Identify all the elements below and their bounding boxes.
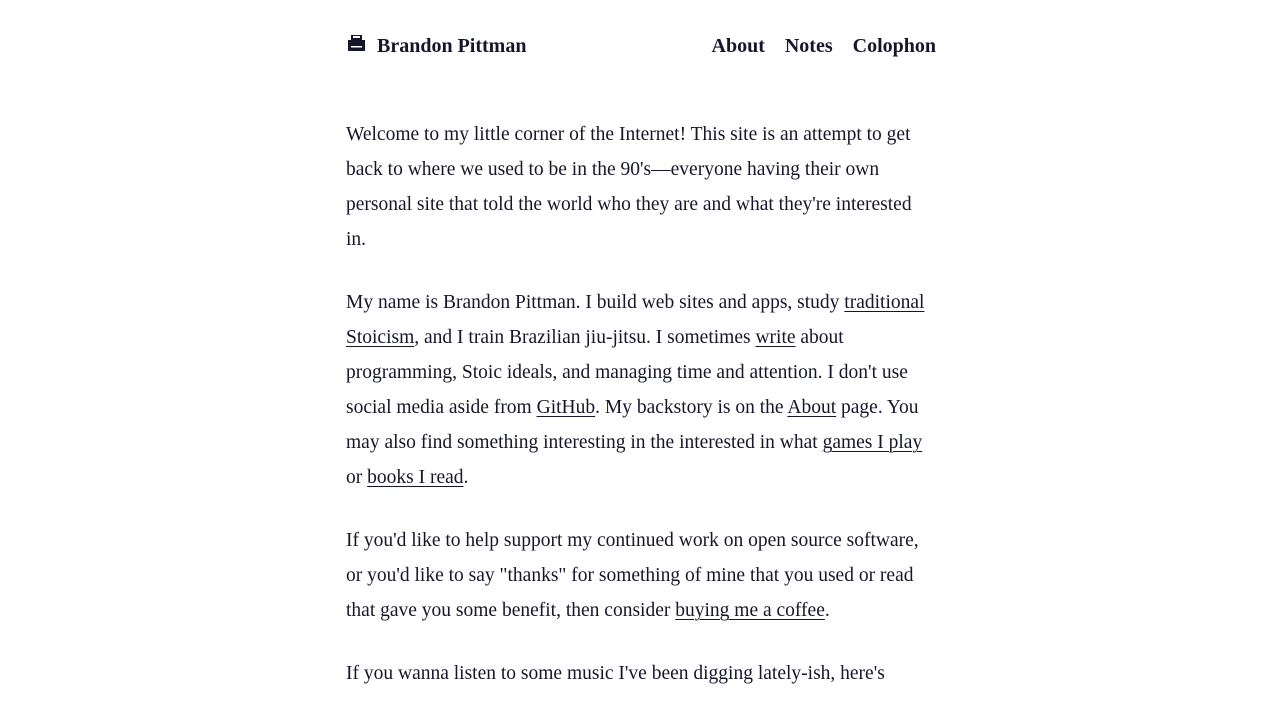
- page: [346, 0, 936, 719]
- paragraph-text: Welcome to my little corner of the Internet! This site is an attempt to get back to where we used to be in the 90's—everyone having their own personal site that told the world who they are and what they're interested in.: [346, 124, 912, 250]
- paragraph-text: . My backstory is on the: [595, 397, 788, 418]
- intro-paragraph: [346, 117, 936, 257]
- inline-link[interactable]: buying me a coffee: [675, 600, 825, 621]
- paragraph-text: about programming, Stoic ideals, and managing time and attention. I don't use social media aside from: [346, 327, 908, 418]
- inline-link[interactable]: About: [787, 397, 837, 418]
- typewriter-icon: [346, 34, 367, 58]
- inline-link[interactable]: GitHub: [536, 397, 596, 418]
- site-title: Brandon Pittman: [377, 34, 527, 57]
- paragraph-text: or: [346, 467, 368, 488]
- nav-about[interactable]: About: [711, 34, 765, 57]
- nav-colophon[interactable]: Colophon: [852, 34, 936, 57]
- home-link[interactable]: [346, 34, 526, 58]
- inline-link[interactable]: books I read: [367, 467, 464, 488]
- main-content: [346, 117, 936, 691]
- intro-paragraph: [346, 523, 936, 628]
- inline-link[interactable]: traditional Stoicism: [346, 292, 925, 348]
- inline-link[interactable]: games I play: [822, 432, 923, 453]
- paragraph-text: page. You may also find something interesting in the interested in what: [346, 397, 919, 453]
- site-header: [346, 0, 936, 92]
- main-nav: [712, 35, 937, 58]
- intro-paragraph: [346, 656, 936, 691]
- paragraph-text: If you wanna listen to some music I've been digging lately-ish, here's: [346, 663, 885, 684]
- intro-paragraph: [346, 285, 936, 495]
- paragraph-text: , and I train Brazilian jiu-jitsu. I sometimes: [414, 327, 756, 348]
- paragraph-text: .: [463, 467, 469, 488]
- paragraph-text: My name is Brandon Pittman. I build web sites and apps, study: [346, 292, 845, 313]
- paragraph-text: .: [824, 600, 830, 621]
- paragraph-text: If you'd like to help support my continued work on open source software, or you'd like to say "thanks" for something of mine that you used or read that gave you some benefit, then consider: [346, 530, 919, 621]
- inline-link[interactable]: write: [755, 327, 796, 348]
- nav-notes[interactable]: Notes: [784, 34, 833, 57]
